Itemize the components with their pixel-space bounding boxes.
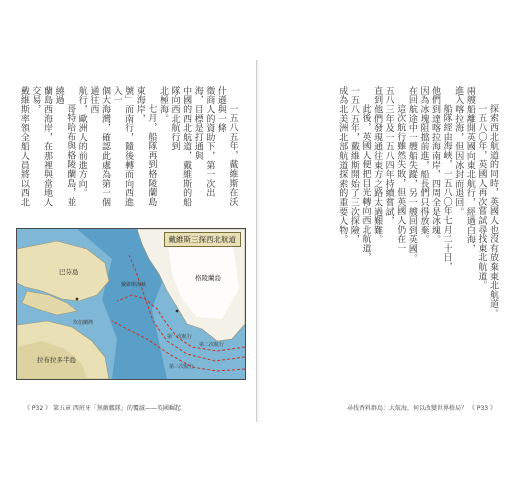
map-label-labrador: 拉布拉多半島: [37, 356, 76, 364]
left-paragraph: 一五八五年，戴維斯在沃什遜與一條: [215, 86, 238, 207]
right-paragraph: 這次航行雖然失敗，但英國人仍在一: [395, 104, 406, 253]
left-paragraph: 七月，船隊再到格陵蘭島東海岸，: [134, 86, 157, 207]
right-page: [257, 60, 512, 422]
left-paragraph: 北極海。: [157, 86, 168, 124]
right-paragraph: 船隊經由海峽，一五八〇年七月二十日，: [441, 104, 452, 272]
right-paragraph: 兩艘船離開英國向東北航行，經過白海，: [464, 86, 475, 254]
left-paragraph: 哥特哈布與格陵蘭島，並繞過: [53, 86, 76, 207]
left-page: [8, 60, 257, 422]
right-paragraph: 因為冰塊阻擋前進，船長們只得放棄。: [418, 86, 429, 245]
map-label-greenland: 格陵蘭島: [195, 274, 221, 282]
left-paragraph: 戴維斯率領全船人員將以西北: [18, 86, 29, 207]
map-label-third-voyage: 第三次航行: [169, 364, 195, 370]
right-page-body: [336, 86, 498, 350]
right-paragraph: 探索西北航道的同時，英國人也沒有放棄東北航道。: [488, 104, 498, 318]
right-paragraph: 五八三年及一五八四年持續嘗試，: [383, 86, 394, 226]
left-paragraph: 徵商人的資助下，第一次出海，目標是打通與: [192, 86, 215, 198]
left-paragraph: 中國的西北航道，戴維斯的船隊向西北航行到: [169, 86, 192, 207]
right-paragraph: 成為北美洲北部航道探索的重要人物。: [337, 86, 348, 245]
right-paragraph: 一五八五年，戴維斯開始了三次探險，: [348, 86, 359, 245]
right-paragraph: 在回航途中一艘船失蹤，另一艘回到英國。: [406, 86, 417, 263]
left-page-footer: 《 P32 》 第五章 西班牙「無敵艦隊」的覆滅——英國崛起: [24, 405, 181, 412]
left-paragraph: 航行，歐洲人的前進方向。: [76, 86, 87, 198]
davis-voyages-map: [16, 228, 246, 380]
left-paragraph: 個大海灣，確認此處為第一個通往西: [88, 86, 110, 207]
right-paragraph: 一五八〇年，英國人再次嘗試尋找東北航道。: [476, 104, 487, 290]
map-label-cumberland: 坎伯蘭灣: [73, 320, 94, 326]
left-page-body: [17, 86, 237, 214]
map-label-first-voyage: 第一次航行: [167, 334, 193, 340]
map-label-baffin: 巴芬島: [59, 268, 79, 276]
right-paragraph: 此後，英國人便把目光轉向西北航道，: [360, 104, 371, 263]
right-page-footer: 尋找香料群島：大航海，何以改變世界格局？ 《 P33 》: [347, 405, 496, 412]
settlement-dot: [76, 298, 79, 301]
settlement-dot: [176, 310, 179, 313]
right-paragraph: 他們到達喀拉海南岸，四周全是冰塊。: [430, 86, 441, 245]
map-title: 戴維斯三探西北航道: [164, 232, 242, 247]
map-label-second-voyage: 第二次航行: [199, 342, 225, 348]
book-spread: [8, 60, 512, 422]
right-paragraph: 直到他們發現通往東方之路太過艱難。: [372, 86, 383, 245]
left-paragraph: 號」而南行，隨後轉而向西進入一: [111, 86, 134, 207]
right-paragraph: 進入喀拉海，但因冰封而退回。: [453, 86, 464, 217]
map-label-davis-strait: 戴維斯海峽: [121, 282, 147, 288]
left-paragraph: 蘭島西海岸，在那裡與當地人交易，: [30, 86, 53, 207]
